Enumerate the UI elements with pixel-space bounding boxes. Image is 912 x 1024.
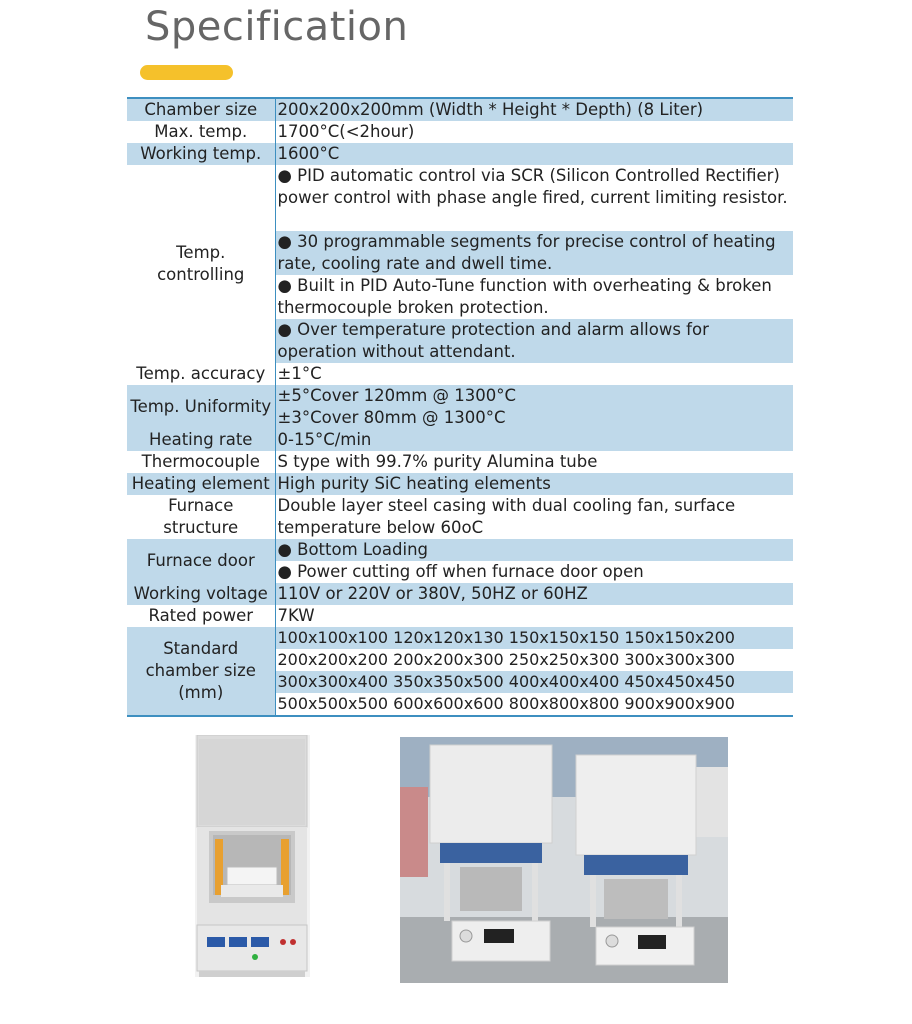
spec-row-working-temp: [127, 143, 793, 165]
spec-label: [127, 165, 275, 363]
spec-label-line: (mm): [178, 683, 224, 702]
specification-table: [127, 97, 793, 717]
spec-value: [275, 539, 793, 583]
spec-value: 1700°C(<2hour): [275, 121, 793, 143]
spec-row-furnace-structure: [127, 495, 793, 539]
spec-label: Chamber size: [127, 98, 275, 121]
workshop-illustration: [400, 737, 728, 983]
spec-value: 110V or 220V or 380V, 50HZ or 60HZ: [275, 583, 793, 605]
spec-label-line: structure: [163, 518, 239, 537]
spec-row-temp-accuracy: [127, 363, 793, 385]
furnace-photo-workshop: [400, 737, 728, 983]
spec-label: Rated power: [148, 606, 254, 625]
spec-value: [275, 627, 793, 716]
spec-row-max-temp: [127, 121, 793, 143]
uniformity-line: ±5°Cover 120mm @ 1300°C: [277, 386, 517, 405]
door-line: ● Bottom Loading: [276, 539, 794, 561]
spec-row-rated-power: [127, 605, 793, 627]
spec-row-thermocouple: [127, 451, 793, 473]
uniformity-line: ±3°Cover 80mm @ 1300°C: [277, 408, 506, 427]
furnace-illustration: [195, 735, 310, 977]
spec-label: Thermocouple: [141, 452, 260, 471]
spec-row-heating-element: [127, 473, 793, 495]
spec-label: Heating rate: [149, 430, 253, 449]
chamber-size-row: 300x300x400 350x350x500 400x400x400 450x450x450: [276, 671, 794, 693]
chamber-size-row: 200x200x200 200x200x300 250x250x300 300x300x300: [276, 649, 794, 671]
spec-value: 0-15°C/min: [275, 429, 793, 451]
spec-value: Double layer steel casing with dual cooling fan, surface temperature below 60oC: [275, 495, 793, 539]
spec-label: [127, 495, 275, 539]
control-item: ● PID automatic control via SCR (Silicon Controlled Rectifier) power control with phase angle fired, current limiting resistor.: [277, 166, 788, 207]
spec-label: [127, 627, 275, 716]
spec-label-line: Furnace: [168, 496, 234, 515]
spec-label: Working temp.: [140, 144, 262, 163]
spec-value: [275, 385, 793, 429]
spec-row-standard-chamber: [127, 627, 793, 716]
spec-value: S type with 99.7% purity Alumina tube: [275, 451, 793, 473]
spec-value: 7KW: [275, 605, 793, 627]
spec-label: Furnace door: [146, 551, 255, 570]
spec-value: ±1°C: [275, 363, 793, 385]
chamber-size-row: 500x500x500 600x600x600 800x800x800 900x900x900: [276, 693, 794, 715]
spec-label: Heating element: [131, 474, 270, 493]
spec-label: Max. temp.: [154, 122, 248, 141]
spec-row-chamber-size: [127, 98, 793, 121]
spec-label: Temp. accuracy: [136, 364, 266, 383]
spec-label-line: Temp.: [176, 243, 226, 262]
chamber-size-row: 100x100x100 120x120x130 150x150x150 150x150x200: [276, 627, 794, 649]
spec-label: Working voltage: [133, 584, 268, 603]
spec-label: Temp. Uniformity: [130, 397, 272, 416]
spec-value: [275, 165, 793, 363]
control-item: ● 30 programmable segments for precise control of heating rate, cooling rate and dwell time.: [276, 231, 794, 275]
spec-value: High purity SiC heating elements: [275, 473, 793, 495]
spec-row-working-voltage: [127, 583, 793, 605]
spec-row-temp-controlling: [127, 165, 793, 363]
spec-row-heating-rate: [127, 429, 793, 451]
spec-value: 200x200x200mm (Width * Height * Depth) (8 Liter): [275, 98, 793, 121]
title-accent-bar: [140, 65, 233, 80]
spec-label-line: chamber size: [145, 661, 256, 680]
control-item: ● Over temperature protection and alarm allows for operation without attendant.: [276, 319, 794, 363]
control-item: ● Built in PID Auto-Tune function with overheating & broken thermocouple broken protection.: [277, 276, 772, 317]
spec-row-furnace-door: [127, 539, 793, 583]
furnace-photo-front: [195, 735, 310, 977]
door-line: ● Power cutting off when furnace door open: [276, 561, 794, 583]
page-title: Specification: [145, 4, 409, 50]
spec-label-line: Standard: [163, 639, 239, 658]
spec-value: 1600°C: [275, 143, 793, 165]
spec-row-temp-uniformity: [127, 385, 793, 429]
spec-label-line: controlling: [157, 265, 245, 284]
